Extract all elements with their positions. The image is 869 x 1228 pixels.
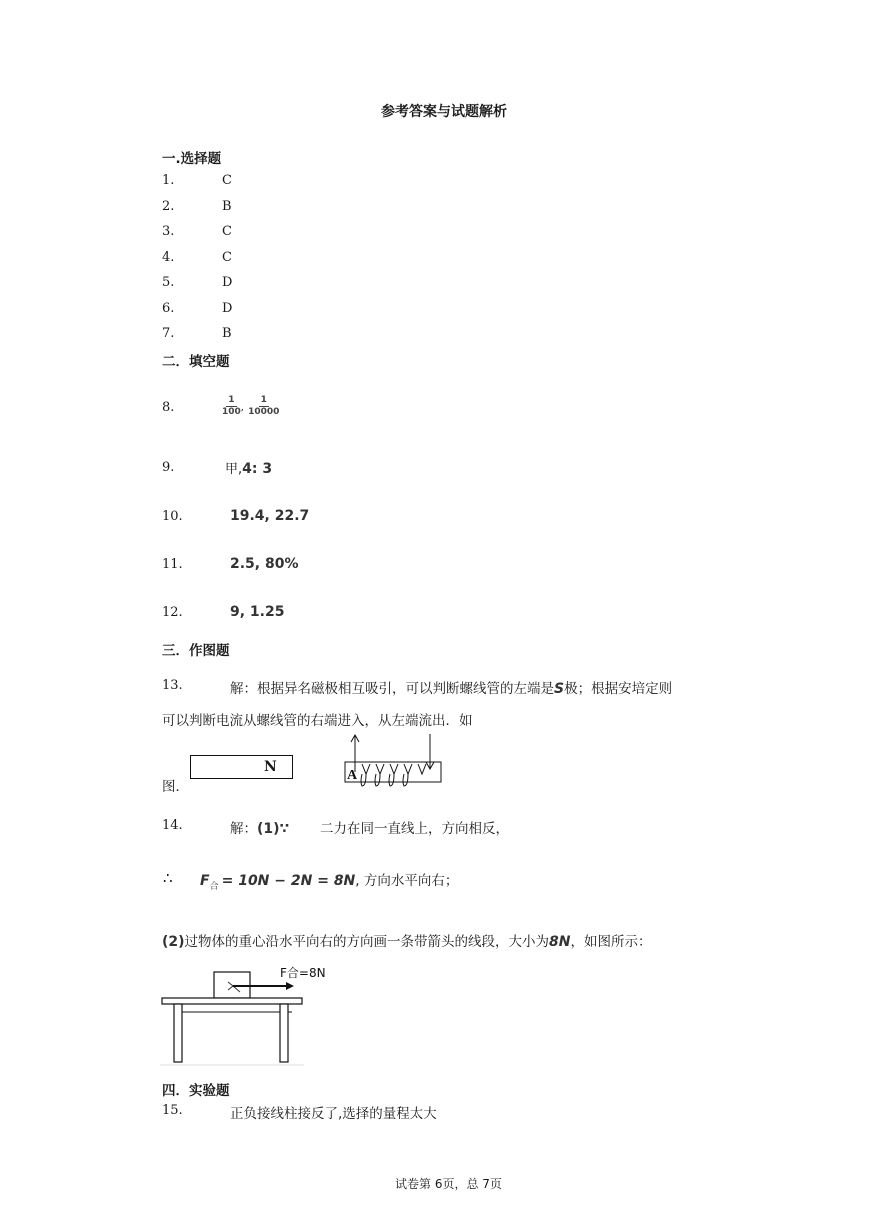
section-heading-fill: 二．填空题 <box>162 354 230 370</box>
q14-line-1: 解：(1)∵ <box>230 821 290 837</box>
q12-answer: 9, 1.25 <box>230 604 285 620</box>
force-label: F合=8N <box>280 966 326 980</box>
therefore-symbol: ∴ <box>163 869 173 887</box>
q15-answer: 正负接线柱接反了,选择的量程太大 <box>230 1106 437 1122</box>
question-number: 5. <box>162 275 175 290</box>
coil-end-label: A <box>347 768 358 783</box>
question-number: 15. <box>162 1103 183 1118</box>
choice-answer: B <box>222 198 232 214</box>
question-number: 4. <box>162 249 175 265</box>
force-diagram <box>160 960 326 1068</box>
coil-windings <box>361 764 426 786</box>
choice-answer: B <box>222 326 232 341</box>
q13-line-3: 图． <box>162 779 189 795</box>
section-heading-drawing: 三．作图题 <box>162 643 230 659</box>
question-number: 12. <box>162 605 183 620</box>
choice-answer: C <box>222 224 232 239</box>
fraction-1: $\frac{1}{100}$ <box>222 395 241 417</box>
question-number: 14. <box>162 818 183 833</box>
question-number: 9. <box>162 460 175 475</box>
arrow-right-icon <box>286 982 294 990</box>
question-number: 7. <box>162 326 175 341</box>
question-number: 3. <box>162 224 175 239</box>
q10-answer: 19.4, 22.7 <box>230 508 310 524</box>
q14-line-3: (2)过物体的重心沿水平向右的方向画一条带箭头的线段，大小为8N，如图所示： <box>162 934 652 950</box>
q13-line-1: 解：根据异名磁极相互吸引，可以判断螺线管的左端是S极；根据安培定则 <box>230 681 673 697</box>
q13-line-2: 可以判断电流从螺线管的右端进入，从左端流出．如 <box>162 713 473 729</box>
choice-answer: C <box>222 173 232 188</box>
q8-answer: $\frac{1}{100}$ , $\frac{1}{10000}$ <box>222 395 280 417</box>
question-number: 8. <box>162 400 175 415</box>
table-leg-right <box>280 1004 288 1062</box>
fraction-2: $\frac{1}{10000}$ <box>248 395 280 417</box>
choice-answer: C <box>222 249 232 265</box>
q9-answer: 甲,4: 3 <box>225 461 273 477</box>
question-number: 2. <box>162 198 175 214</box>
q14-formula: $F_合 = 10N - 2N = 8N$, 方向水平向右； <box>200 873 459 892</box>
table-top <box>162 998 302 1004</box>
page-footer: 试卷第 6页，总 7页 <box>395 1177 502 1191</box>
question-number: 10. <box>162 509 183 524</box>
question-number: 13. <box>162 678 183 693</box>
page-title: 参考答案与试题解析 <box>381 104 507 120</box>
choice-answer: D <box>222 275 233 290</box>
table-leg-left <box>174 1004 182 1062</box>
section-heading-experiment: 四．实验题 <box>162 1083 230 1099</box>
q14-line-1-text: 二力在同一直线上，方向相反， <box>320 821 509 837</box>
bar-magnet <box>190 755 293 779</box>
question-number: 11. <box>162 557 183 572</box>
question-number: 6. <box>162 300 175 316</box>
section-heading-choice: 一.选择题 <box>162 151 222 167</box>
q11-answer: 2.5, 80% <box>230 556 299 572</box>
question-number: 1. <box>162 173 175 188</box>
solenoid-figure <box>340 732 450 794</box>
magnet-pole-label: N <box>264 759 277 775</box>
choice-answer: D <box>222 300 233 316</box>
